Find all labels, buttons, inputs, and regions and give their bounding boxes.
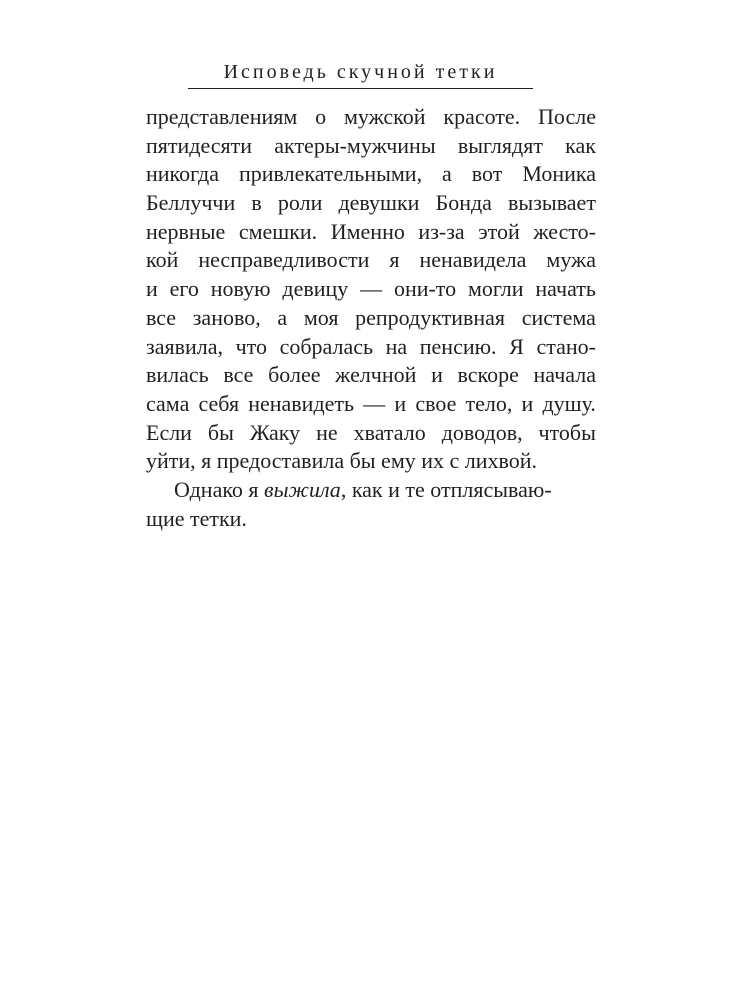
- text-line: [146, 103, 596, 132]
- word: ненавидела: [419, 247, 527, 273]
- word: все: [146, 304, 177, 330]
- word: Моника: [522, 161, 596, 187]
- word: актеры-мужчины: [274, 132, 436, 158]
- word: мужа: [546, 247, 596, 273]
- word: этой: [478, 218, 520, 244]
- word: душу.: [542, 390, 596, 416]
- word: себя: [198, 390, 240, 416]
- word: Жаку: [249, 419, 301, 445]
- word: мужской: [343, 104, 426, 129]
- word: не: [316, 419, 338, 445]
- word: вызывает: [508, 190, 596, 216]
- word: репродуктивная: [355, 304, 506, 330]
- paragraph-2-line-2: щие тетки.: [146, 505, 247, 531]
- text-line: [146, 218, 596, 247]
- word: начать: [535, 276, 596, 302]
- word: пятидесяти: [146, 132, 253, 158]
- word: —: [363, 390, 386, 416]
- text-run: , как и те отплясываю-: [340, 476, 552, 502]
- word: а: [442, 161, 452, 187]
- word: они-то: [393, 276, 457, 302]
- word: моя: [303, 304, 339, 330]
- word: Я: [509, 333, 524, 359]
- text-line: [146, 189, 596, 218]
- text-line: [146, 132, 596, 161]
- word: нервные: [146, 218, 226, 244]
- word: свое: [415, 390, 457, 416]
- word: никогда: [146, 161, 220, 187]
- word: вилась: [146, 362, 209, 388]
- word: вот: [471, 161, 503, 187]
- word: несправедливости: [198, 247, 370, 273]
- word: тело,: [465, 390, 513, 416]
- word: пенсию.: [419, 333, 497, 359]
- text-line: [146, 390, 596, 419]
- text-line: [146, 246, 596, 275]
- text-line: [146, 304, 596, 333]
- word: собралась: [279, 333, 374, 359]
- word: на: [385, 333, 408, 359]
- word: его: [169, 276, 199, 302]
- text-run: Однако я: [174, 476, 265, 502]
- running-head: Исповедь скучной тетки: [223, 61, 498, 83]
- word: могли: [467, 276, 524, 302]
- text-line: [146, 333, 596, 362]
- italic-emphasis: выжила: [264, 476, 341, 502]
- word: привлекательными,: [238, 161, 423, 187]
- word: Беллуччи: [146, 190, 236, 216]
- text-line: уйти, я предоставила бы ему их с лихвой.: [146, 448, 538, 474]
- paragraph-2-line-1: [146, 476, 596, 505]
- text-line: [146, 419, 596, 448]
- word: из-за: [418, 218, 465, 244]
- word: заявила,: [146, 333, 223, 359]
- word: девицу: [282, 276, 349, 302]
- word: желчной: [335, 362, 417, 388]
- word: чтобы: [538, 419, 596, 445]
- word: бы: [207, 419, 234, 445]
- word: заново,: [192, 304, 261, 330]
- word: Именно: [330, 218, 405, 244]
- word: в: [251, 190, 262, 216]
- word: Бонда: [435, 190, 492, 216]
- word: —: [360, 276, 383, 302]
- word: доводов,: [441, 419, 523, 445]
- word: стано-: [536, 333, 596, 359]
- word: как: [565, 132, 596, 158]
- word: хватало: [353, 419, 426, 445]
- word: выглядят: [457, 132, 543, 158]
- word: смешки.: [238, 218, 318, 244]
- word: я: [389, 247, 400, 273]
- word: вскоре: [457, 362, 519, 388]
- word: более: [268, 362, 321, 388]
- word: система: [521, 304, 596, 330]
- text-line: [146, 361, 596, 390]
- word: и: [146, 276, 158, 302]
- word: девушки: [338, 190, 420, 216]
- word: После: [538, 104, 596, 129]
- word: и: [431, 362, 443, 388]
- word: что: [235, 333, 267, 359]
- body-text: [146, 103, 596, 533]
- text-line: [146, 275, 596, 304]
- word: сама: [146, 390, 190, 416]
- word: все: [223, 362, 254, 388]
- word: и: [394, 390, 407, 416]
- word: Если: [146, 419, 192, 445]
- word: а: [277, 304, 288, 330]
- word: красоте.: [443, 104, 521, 129]
- word: начала: [533, 362, 596, 388]
- word: роли: [277, 190, 323, 216]
- word: ненавидеть: [248, 390, 355, 416]
- word: о: [315, 104, 327, 129]
- header-rule: [188, 88, 533, 89]
- word: кой: [146, 247, 179, 273]
- word: жесто-: [533, 218, 596, 244]
- word: новую: [210, 276, 271, 302]
- word: и: [521, 390, 534, 416]
- text-line: [146, 160, 596, 189]
- word: представлениям: [146, 104, 298, 129]
